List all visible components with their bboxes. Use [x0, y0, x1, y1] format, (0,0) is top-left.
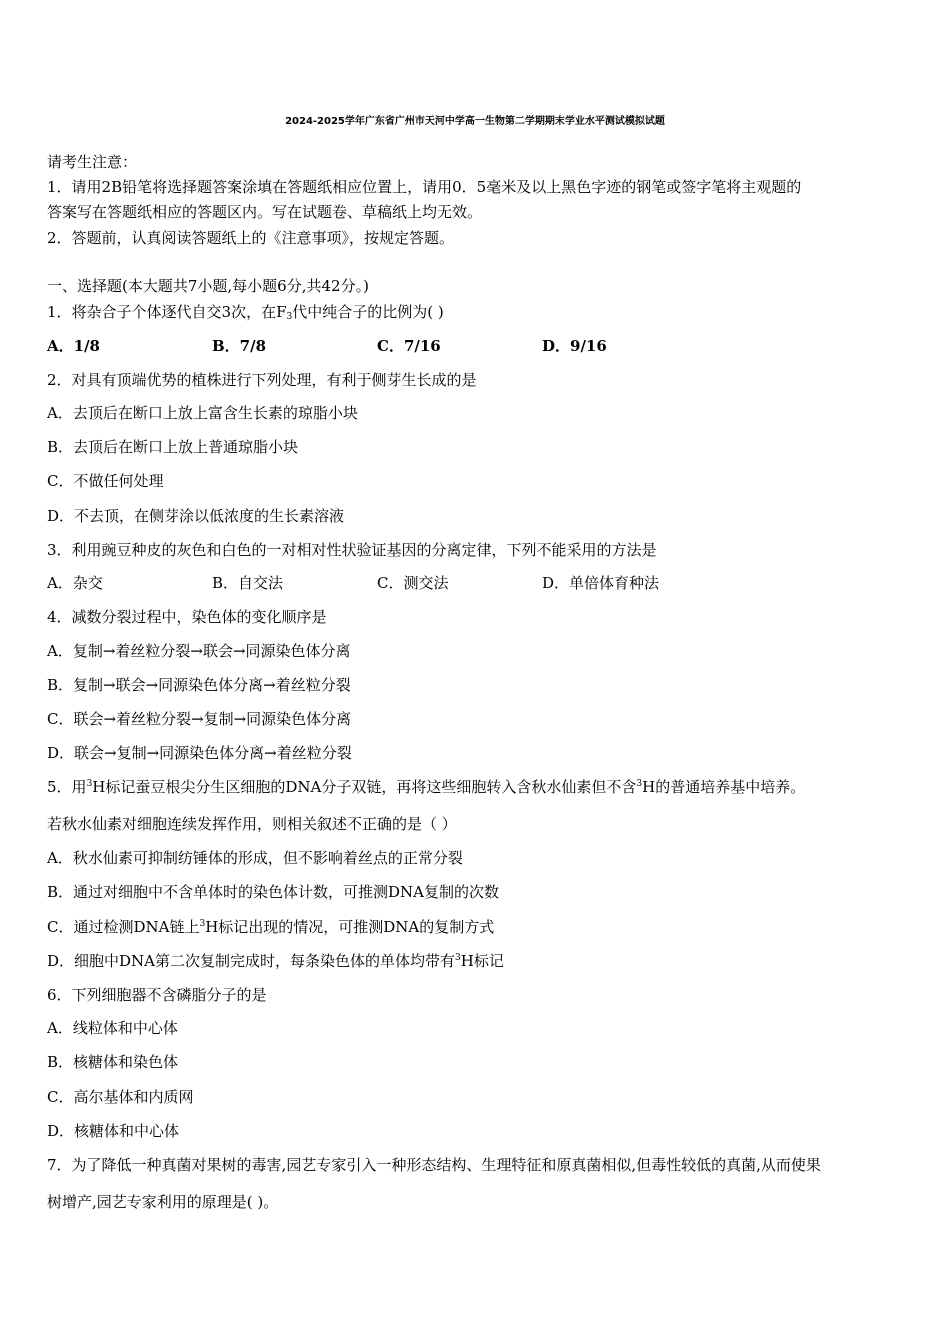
page-title: 2024-2025学年广东省广州市天河中学高一生物第二学期期末学业水平测试模拟试题 — [285, 116, 665, 127]
question-text: H标记蚕豆根尖分生区细胞的DNA分子双链，再将这些细胞转入含秋水仙素但不含 — [92, 778, 637, 796]
q2-option-b: B．去顶后在断口上放上普通琼脂小块 — [47, 438, 299, 456]
question-text: H的普通培养基中培养。 — [642, 778, 806, 796]
q3-option-b: B．自交法 — [212, 574, 284, 592]
q5-option-d — [47, 951, 504, 971]
option-text: H标记出现的情况，可推测DNA的复制方式 — [205, 918, 495, 936]
subscript: 3 — [286, 312, 293, 322]
q2-option-d: D．不去顶，在侧芽涂以低浓度的生长素溶液 — [47, 507, 345, 525]
option-text: D．细胞中DNA第二次复制完成时，每条染色体的单体均带有 — [47, 952, 456, 970]
question-number: 3． — [47, 541, 72, 559]
superscript: 3 — [636, 779, 643, 789]
question-text: 将杂合子个体逐代自交3次，在F — [71, 303, 287, 321]
question-number: 5． — [47, 778, 72, 796]
question-text: 对具有顶端优势的植株进行下列处理，有利于侧芽生长成的是 — [71, 371, 477, 389]
notice-heading: 请考生注意： — [47, 153, 138, 171]
question-number: 6． — [47, 986, 72, 1004]
question-text: 下列细胞器不含磷脂分子的是 — [71, 986, 267, 1004]
q3-option-d: D．单倍体育种法 — [542, 574, 660, 592]
question-number: 1． — [47, 303, 72, 321]
question-text: 为了降低一种真菌对果树的毒害,园艺专家引入一种形态结构、生理特征和原真菌相似,但毒性较低的真菌,从而使果 — [71, 1156, 821, 1174]
question-number: 7． — [47, 1156, 72, 1174]
superscript: 3 — [455, 953, 461, 963]
q4-option-a: A．复制→着丝粒分裂→联会→同源染色体分离 — [47, 642, 351, 660]
q6-option-b: B．核糖体和染色体 — [47, 1053, 179, 1071]
question-text: 用 — [71, 778, 87, 796]
q5-option-c — [47, 917, 494, 937]
question-4-stem — [47, 607, 327, 627]
notice-line-1: 1．请用2B铅笔将选择题答案涂填在答题纸相应位置上，请用0．5毫米及以上黑色字迹的钢笔或签字笔将主观题的 — [47, 178, 802, 196]
question-7-stem — [47, 1155, 821, 1175]
q3-option-c: C．测交法 — [377, 574, 449, 592]
option-text: H标记 — [460, 952, 504, 970]
q2-option-c: C．不做任何处理 — [47, 472, 164, 490]
q1-option-d: D．9/16 — [542, 337, 607, 355]
q5-option-a: A．秋水仙素可抑制纺锤体的形成，但不影响着丝点的正常分裂 — [47, 849, 463, 867]
question-3-stem — [47, 540, 657, 560]
q1-option-a: A．1/8 — [47, 337, 100, 355]
question-5-stem — [47, 777, 805, 797]
question-number: 2． — [47, 371, 72, 389]
q6-option-a: A．线粒体和中心体 — [47, 1019, 178, 1037]
question-5-stem-line-2: 若秋水仙素对细胞连续发挥作用，则相关叙述不正确的是（ ） — [47, 815, 457, 833]
question-7-stem-line-2: 树增产,园艺专家利用的原理是( )。 — [47, 1193, 279, 1211]
q2-option-a: A．去顶后在断口上放上富含生长素的琼脂小块 — [47, 404, 358, 422]
question-6-stem — [47, 985, 267, 1005]
option-text: C．通过检测DNA链上 — [47, 918, 200, 936]
superscript: 3 — [199, 919, 206, 929]
notice-line-2: 2．答题前，认真阅读答题纸上的《注意事项》，按规定答题。 — [47, 229, 455, 247]
q4-option-b: B．复制→联会→同源染色体分离→着丝粒分裂 — [47, 676, 351, 694]
question-text: 代中纯合子的比例为( ) — [292, 303, 444, 321]
question-2-stem — [47, 370, 477, 390]
q4-option-d: D．联会→复制→同源染色体分离→着丝粒分裂 — [47, 744, 352, 762]
question-text: 利用豌豆种皮的灰色和白色的一对相对性状验证基因的分离定律，下列不能采用的方法是 — [71, 541, 657, 559]
q3-option-a: A．杂交 — [47, 574, 103, 592]
question-text: 减数分裂过程中，染色体的变化顺序是 — [71, 608, 327, 626]
q6-option-d: D．核糖体和中心体 — [47, 1122, 180, 1140]
q6-option-c: C．高尔基体和内质网 — [47, 1088, 194, 1106]
question-number: 4． — [47, 608, 72, 626]
superscript: 3 — [86, 779, 93, 789]
question-1-stem — [47, 302, 444, 322]
q1-option-c: C．7/16 — [377, 337, 441, 355]
notice-line-1b: 答案写在答题纸相应的答题区内。写在试题卷、草稿纸上均无效。 — [47, 203, 483, 221]
q5-option-b: B．通过对细胞中不含单体时的染色体计数，可推测DNA复制的次数 — [47, 883, 500, 901]
q4-option-c: C．联会→着丝粒分裂→复制→同源染色体分离 — [47, 710, 352, 728]
section-heading: 一、选择题(本大题共7小题,每小题6分,共42分。) — [47, 277, 369, 295]
q1-option-b: B．7/8 — [212, 337, 267, 355]
